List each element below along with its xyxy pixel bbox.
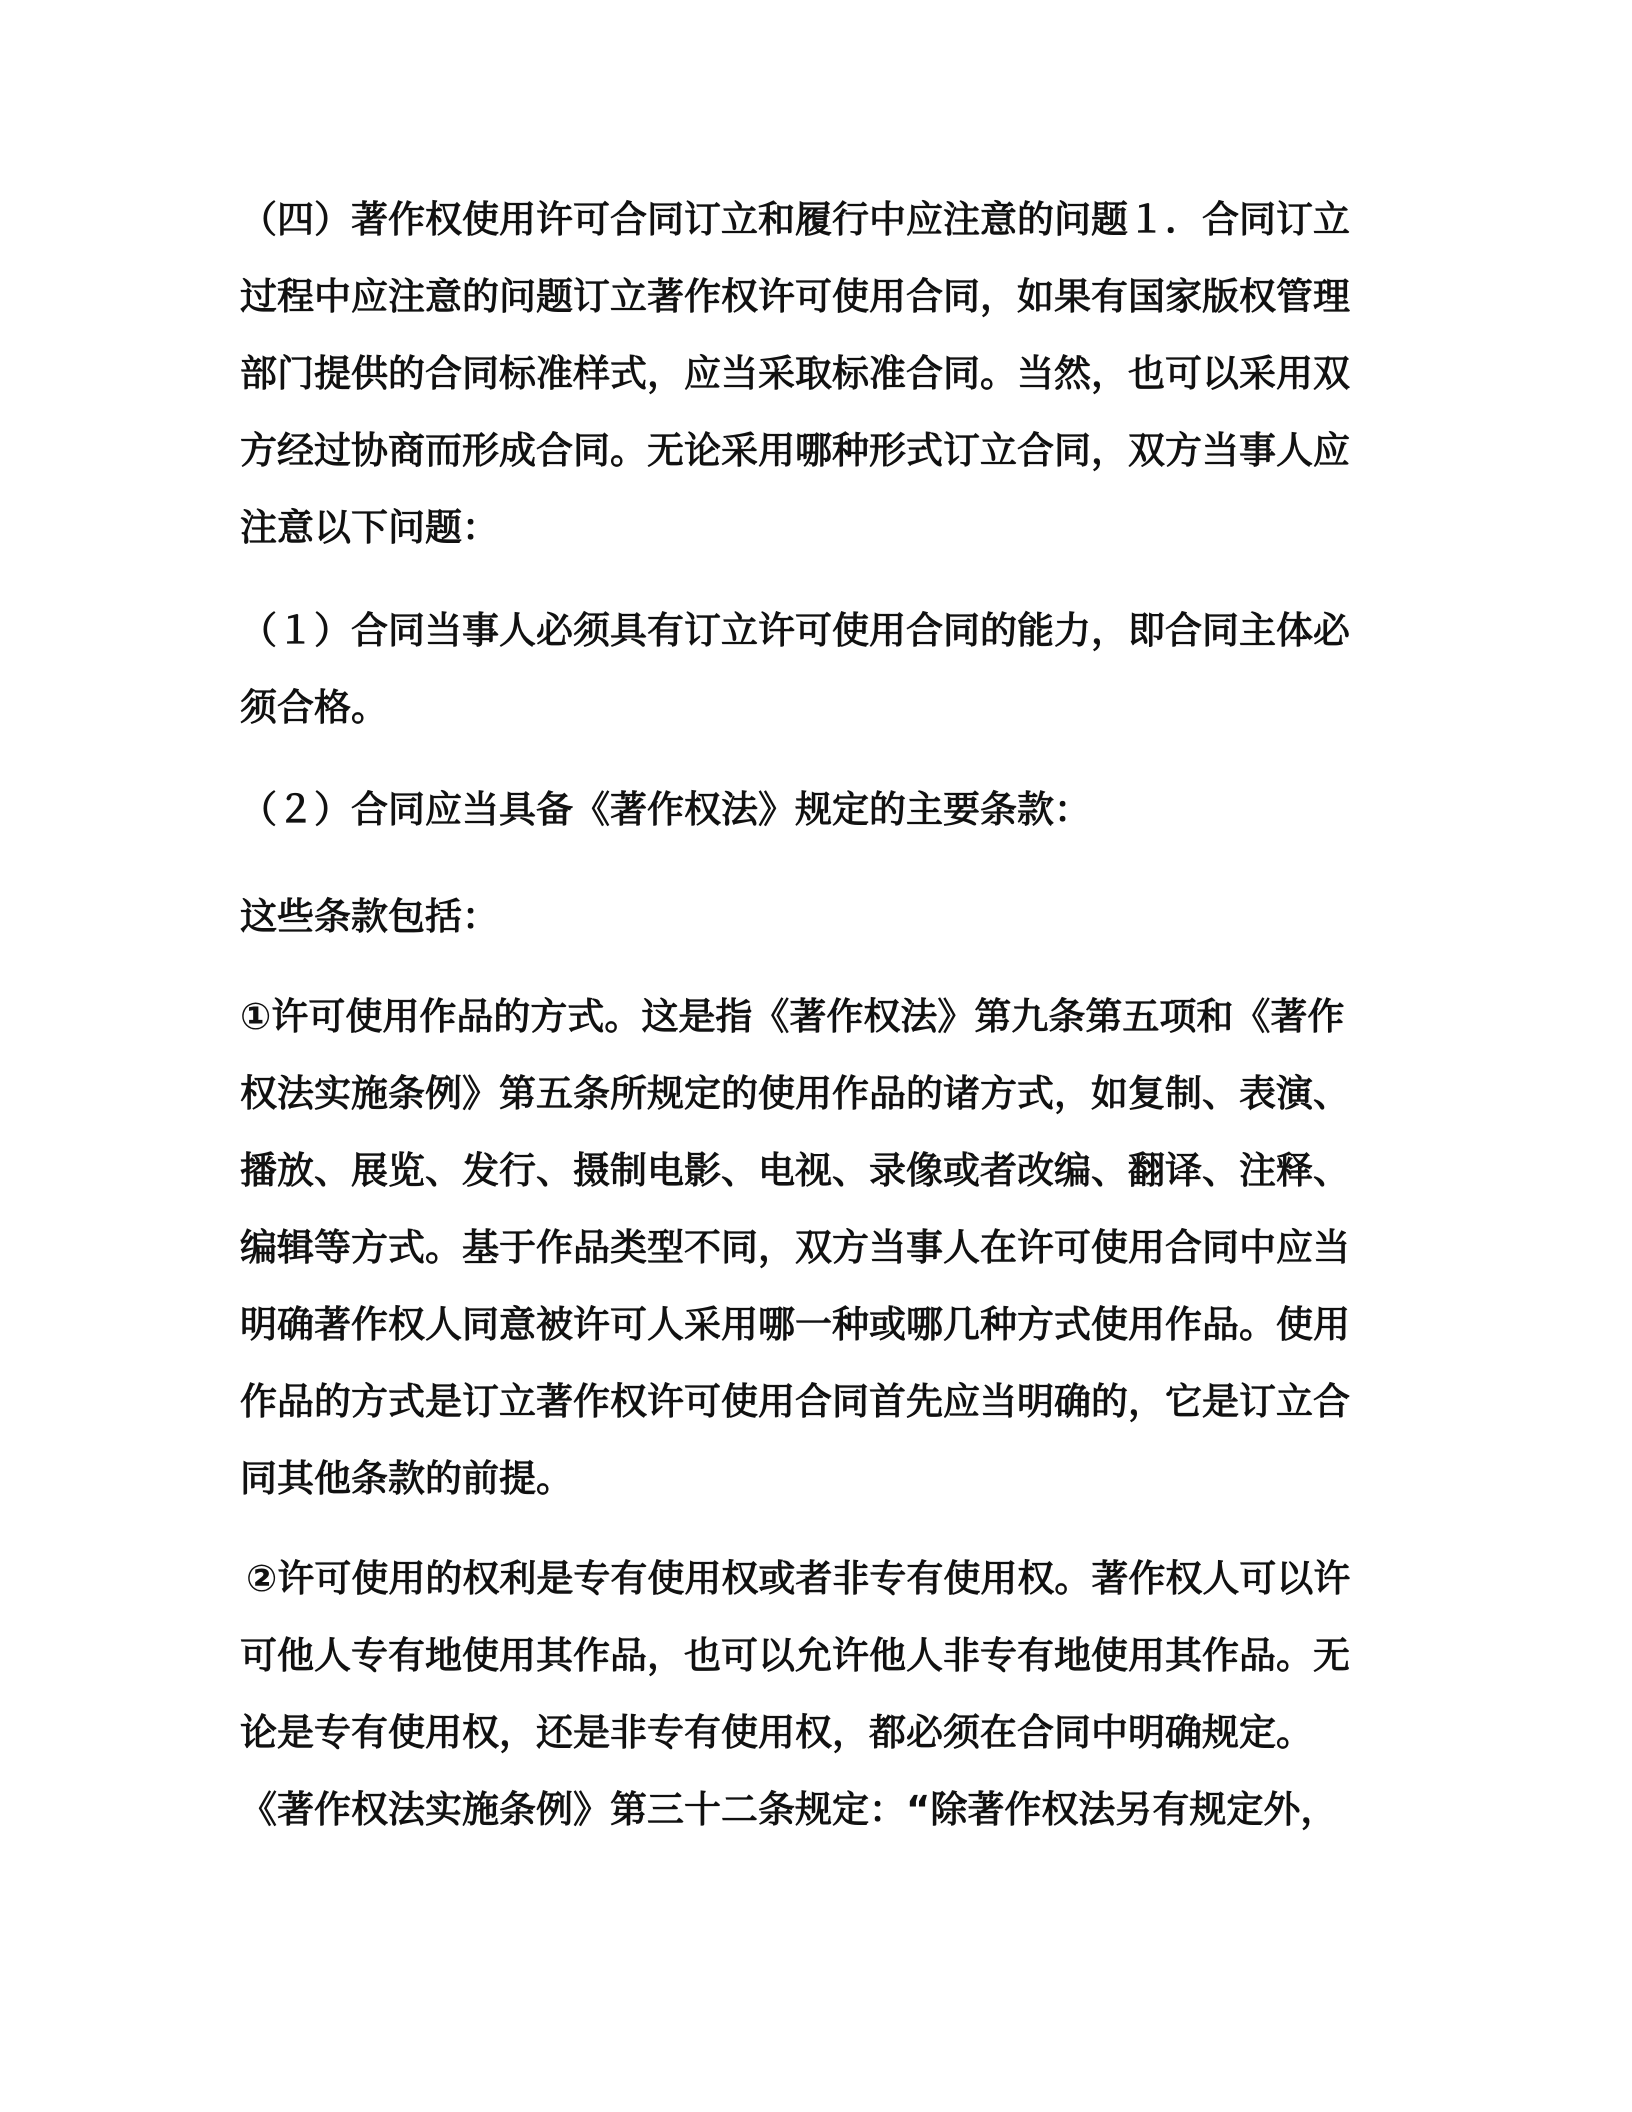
text-line: 编辑等方式。基于作品类型不同，双方当事人在许可使用合同中应当 bbox=[240, 1226, 1350, 1269]
paragraph-clause-1 bbox=[240, 978, 1360, 1517]
text-line: 作品的方式是订立著作权许可使用合同首先应当明确的，它是订立合 bbox=[240, 1380, 1350, 1423]
text-line: 方经过协商而形成合同。无论采用哪种形式订立合同，双方当事人应 bbox=[240, 429, 1350, 472]
paragraph-clauses-intro bbox=[240, 878, 1360, 955]
text-line: 《著作权法实施条例》第三十二条规定：“除著作权法另有规定外， bbox=[240, 1788, 1338, 1831]
text-line: 播放、展览、发行、摄制电影、电视、录像或者改编、翻译、注释、 bbox=[240, 1149, 1350, 1192]
text-line: 论是专有使用权，还是非专有使用权，都必须在合同中明确规定。 bbox=[240, 1711, 1313, 1754]
text-line: ②许可使用的权利是专有使用权或者非专有使用权。著作权人可以许 bbox=[246, 1557, 1351, 1600]
text-line: 同其他条款的前提。 bbox=[240, 1457, 573, 1500]
text-line: 注意以下问题： bbox=[240, 506, 499, 549]
text-line: ①许可使用作品的方式。这是指《著作权法》第九条第五项和《著作 bbox=[240, 995, 1345, 1038]
text-line: 部门提供的合同标准样式，应当采取标准合同。当然，也可以采用双 bbox=[240, 352, 1350, 395]
text-line: 可他人专有地使用其作品，也可以允许他人非专有地使用其作品。无 bbox=[240, 1634, 1350, 1677]
text-line: 这些条款包括： bbox=[240, 895, 499, 938]
text-line: （四）著作权使用许可合同订立和履行中应注意的问题１．合同订立 bbox=[240, 198, 1350, 241]
text-line: （１）合同当事人必须具有订立许可使用合同的能力，即合同主体必 bbox=[240, 609, 1350, 652]
text-line: 明确著作权人同意被许可人采用哪一种或哪几种方式使用作品。使用 bbox=[240, 1303, 1350, 1346]
text-line: 权法实施条例》第五条所规定的使用作品的诸方式，如复制、表演、 bbox=[240, 1072, 1350, 1115]
text-line: 过程中应注意的问题订立著作权许可使用合同，如果有国家版权管理 bbox=[240, 275, 1350, 318]
text-line: 须合格。 bbox=[240, 686, 388, 729]
text-line: （２）合同应当具备《著作权法》规定的主要条款： bbox=[240, 788, 1091, 831]
paragraph-item-1 bbox=[240, 592, 1360, 746]
paragraph-item-2 bbox=[240, 771, 1360, 848]
paragraph-section-four bbox=[240, 181, 1360, 566]
paragraph-clause-2 bbox=[240, 1540, 1360, 1848]
